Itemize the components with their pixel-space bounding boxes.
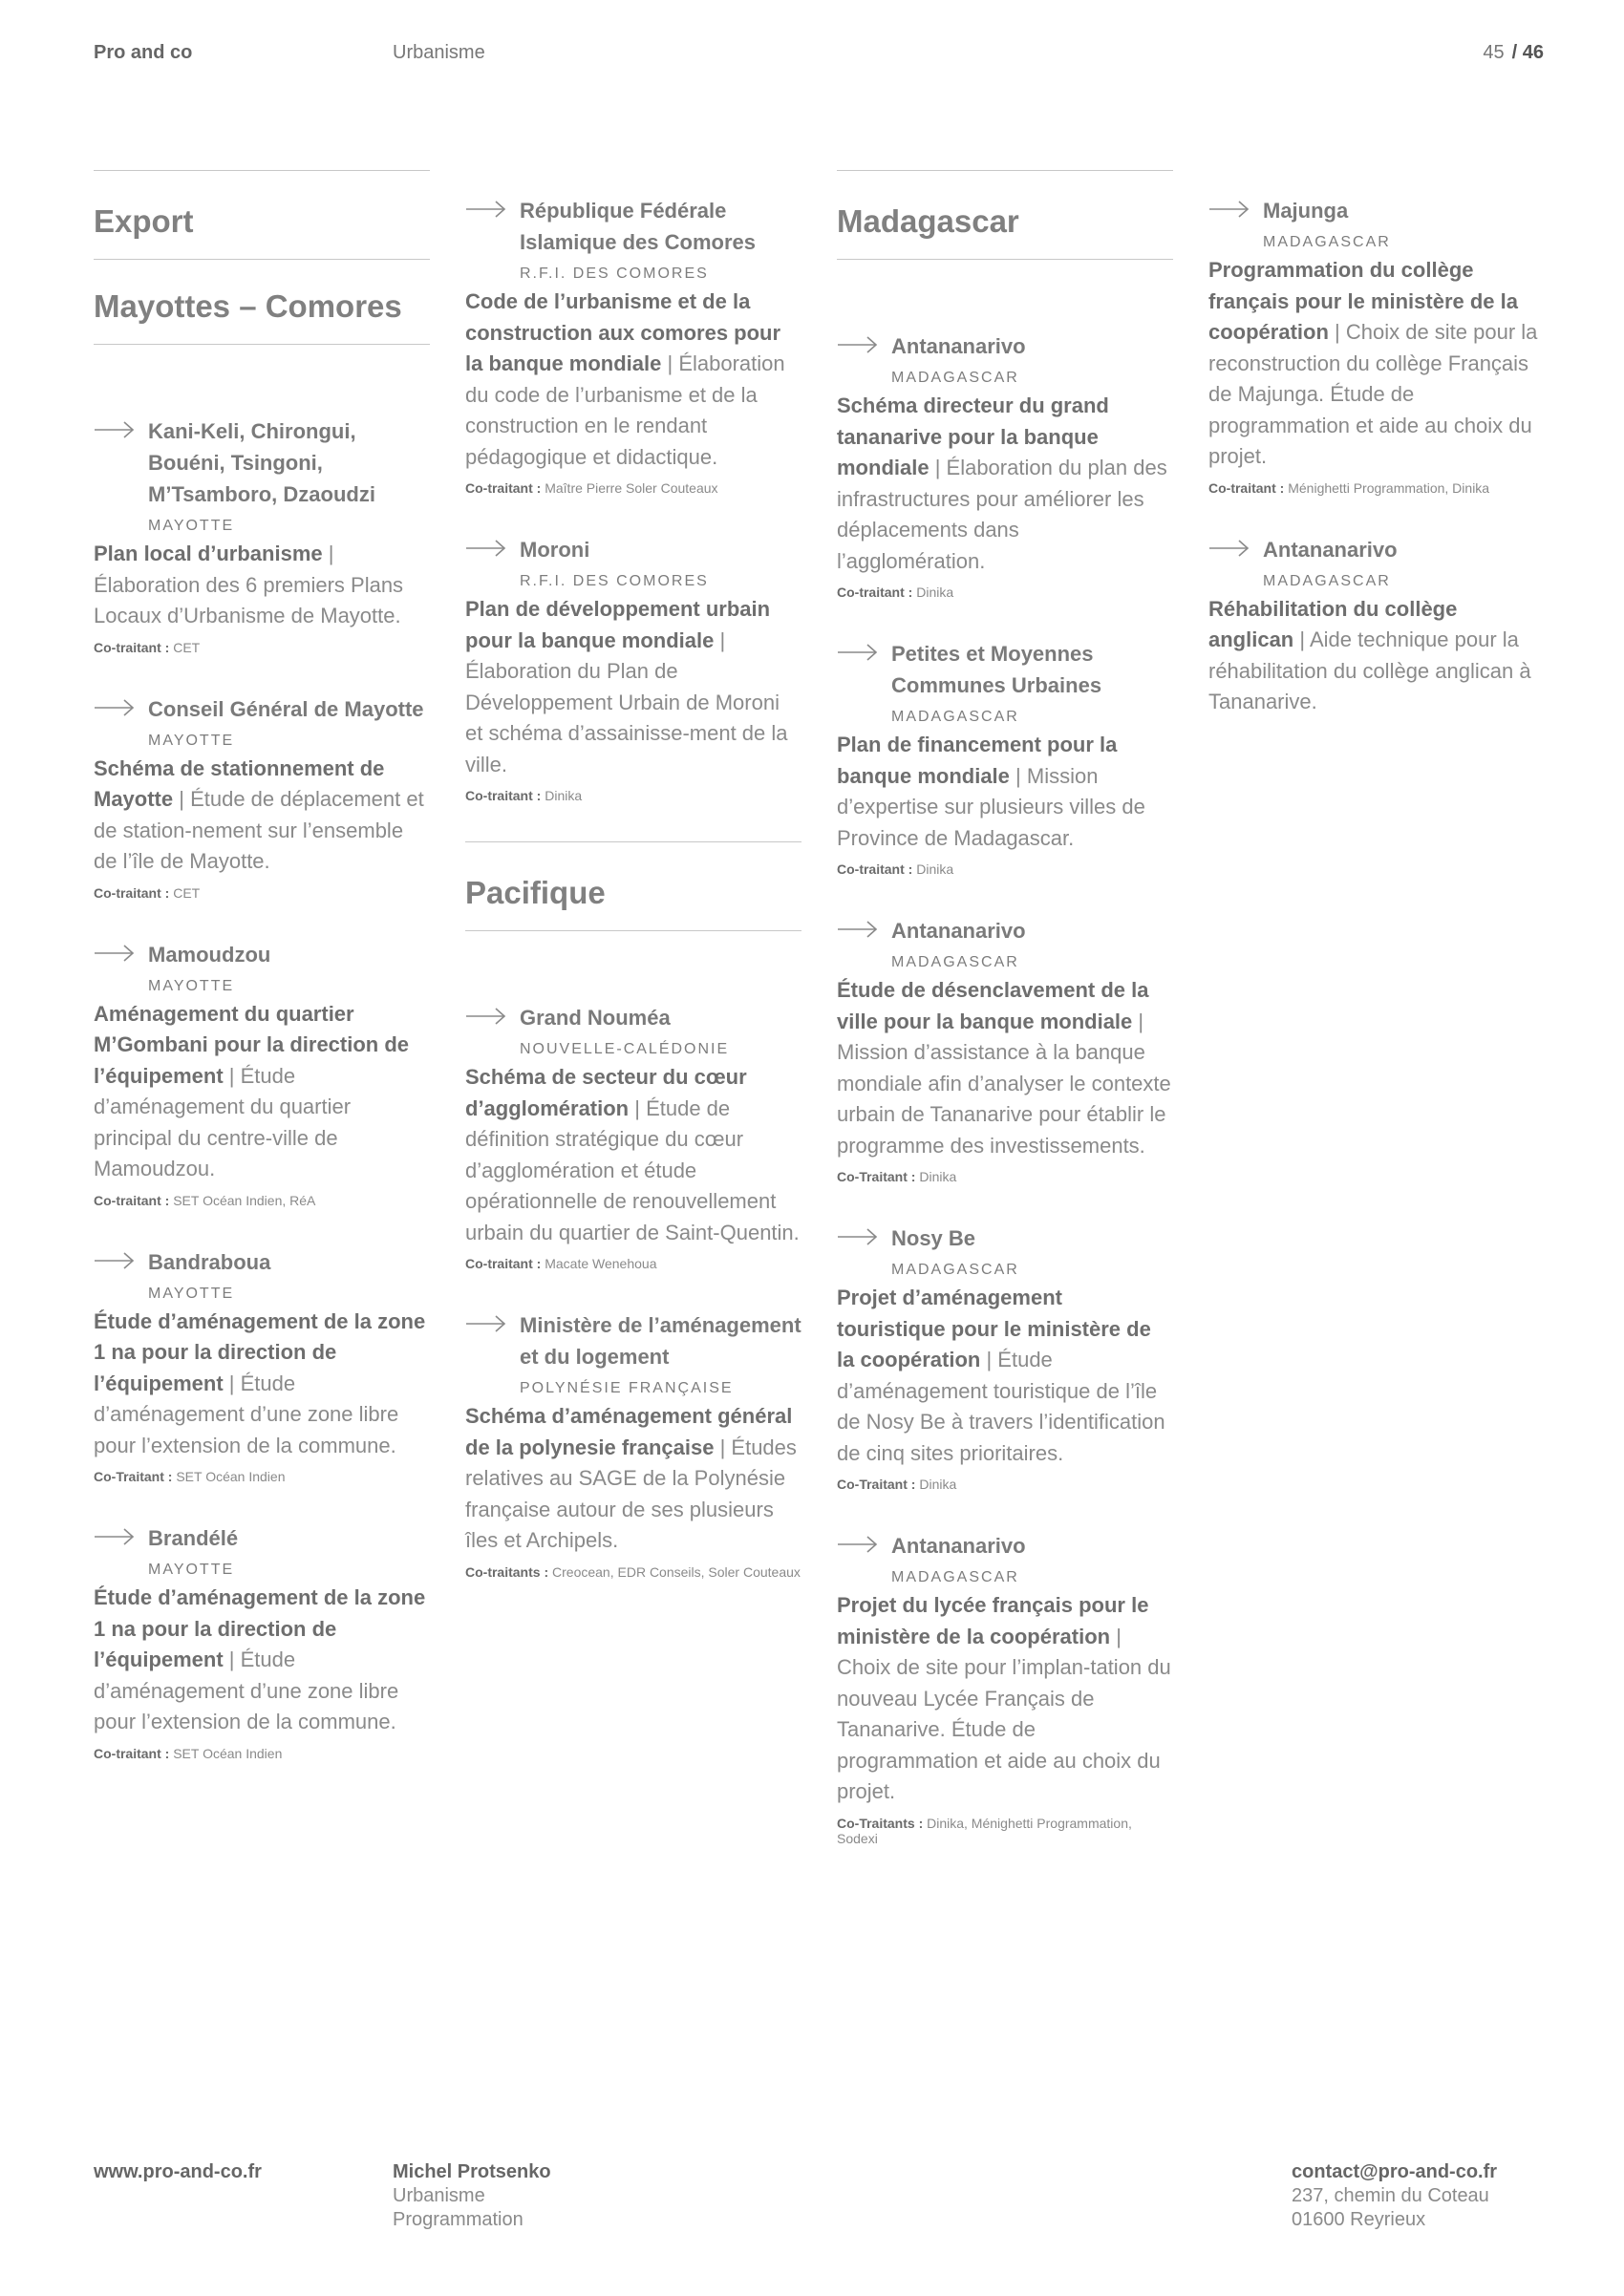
entry-heading [94,415,430,510]
co-contractor-names: Dinika [541,788,583,803]
project-detail: | Mission d’assistance à la banque mondiale afin d’analyser le contexte urbain de Tananarive pour établir le programme des investissements. [837,1009,1171,1158]
address-line-1: 237, chemin du Coteau [1292,2185,1489,2206]
project-detail: | Choix de site pour l’implan-tation du nouveau Lycée Français de Tananarive. Étude de programmation et aide au choix du projet. [837,1624,1171,1803]
footer-website [94,2160,262,2184]
co-contractor-names: Dinika [915,1169,957,1184]
co-contractor-names: SET Océan Indien, RéA [169,1192,316,1208]
project-entry [465,534,801,803]
person-role-2: Programmation [393,2209,524,2230]
entry-heading [465,1002,801,1033]
co-contractor-label: Co-traitant : [465,788,542,803]
co-contractor-names: Dinika [915,1477,957,1492]
co-contractor [837,1816,1173,1846]
project-region: POLYNÉSIE FRANÇAISE [520,1380,734,1396]
project-location: République Fédérale Islamique des Comores [520,199,756,254]
co-contractor-label: Co-traitant : [94,639,170,655]
project-location: Bandraboua [148,1249,271,1274]
co-contractor [94,640,430,655]
project-region: MADAGASCAR [891,1569,1019,1585]
arrow-right-icon [94,697,136,718]
project-region: MAYOTTE [148,1562,235,1578]
co-contractor [465,788,801,803]
co-contractor-names: Ménighetti Programmation, Dinika [1284,479,1490,496]
project-description [837,1283,1173,1469]
project-title: Projet du lycée français pour le ministère de la coopération [837,1593,1149,1648]
project-detail: | Choix de site pour la reconstruction du collège Français de Majunga. Étude de programmation et aide au choix du projet. [1208,320,1538,468]
project-entry [465,195,801,496]
project-description [837,975,1173,1161]
arrow-right-icon [837,1534,879,1555]
entry-heading [837,915,1173,946]
project-detail: | Élaboration du plan des infrastructures pour améliorer les déplacements dans l’agglomération. [837,456,1167,573]
project-title: Code de l’urbanisme et de la construction aux comores pour la banque mondiale [465,289,781,375]
co-contractor [837,1477,1173,1492]
project-title: Étude d’aménagement de la zone 1 na pour la direction de l’équipement [94,1308,426,1395]
project-location: Ministère de l’aménagement et du logement [520,1313,801,1369]
co-contractor [837,861,1173,877]
arrow-right-icon [1208,199,1250,220]
project-location: Grand Nouméa [520,1006,671,1030]
co-contractor-names: SET Océan Indien [172,1469,286,1484]
co-contractor-names: CET [169,639,201,655]
project-title: Plan de développement urbain pour la banque mondiale [465,597,771,652]
project-region: MADAGASCAR [1263,234,1391,250]
co-contractor-label: Co-Traitant : [837,1477,916,1492]
arrow-right-icon [837,642,879,663]
project-description [465,1062,801,1248]
project-entry [94,1246,430,1485]
project-detail: | Élaboration des 6 premiers Plans Locaux d’Urbanisme de Mayotte. [94,542,404,627]
project-detail: | Étude d’aménagement d’une zone libre pour l’extension de la commune. [94,1648,399,1733]
project-region: MADAGASCAR [891,954,1019,970]
person-role-1: Urbanisme [393,2185,485,2206]
co-contractor-label: Co-traitants : [465,1563,549,1580]
co-contractor [465,1564,801,1580]
co-contractor-names: Dinika [912,861,954,877]
project-entry [1208,534,1545,718]
co-contractor-label: Co-traitant : [94,1745,170,1761]
arrow-right-icon [837,334,879,355]
project-region: MAYOTTE [148,1285,235,1302]
entry-heading [94,939,430,970]
co-contractor [465,1256,801,1271]
contact-email[interactable]: contact@pro-and-co.fr [1292,2161,1498,2182]
project-region: MADAGASCAR [891,1262,1019,1278]
project-title: Schéma d’aménagement général de la polynesie française [465,1404,793,1459]
co-contractor [837,585,1173,600]
co-contractor-label: Co-traitant : [1208,479,1285,496]
project-location: Antananarivo [891,1534,1026,1558]
project-location: Moroni [520,538,590,562]
project-title: Schéma directeur du grand tananarive pour la banque mondiale [837,393,1109,479]
entry-heading [94,1522,430,1554]
co-contractor-label: Co-Traitants : [837,1815,924,1831]
project-title: Étude de désenclavement de la ville pour la banque mondiale [837,978,1149,1033]
project-location: Conseil Général de Mayotte [148,696,424,721]
arrow-right-icon [465,1006,507,1027]
co-contractor-names: Dinika [912,585,954,600]
footer-contact [1292,2160,1497,2232]
arrow-right-icon [1208,538,1250,559]
entry-heading [837,1222,1173,1254]
project-location: Nosy Be [891,1226,976,1250]
co-contractor-label: Co-Traitant : [837,1169,916,1184]
co-contractor [94,1746,430,1761]
project-description [837,730,1173,854]
project-title: Schéma de secteur du cœur d’agglomération [465,1065,747,1120]
entry-heading [465,195,801,258]
column-comores-pacifique [465,195,801,1618]
project-detail: | Étude d’aménagement d’une zone libre pour l’extension de la commune. [94,1371,399,1457]
project-entry [94,939,430,1208]
co-contractor-names: Maître Pierre Soler Couteaux [541,480,718,496]
total-pages: / 46 [1511,42,1544,63]
project-description [465,1401,801,1557]
project-region: MADAGASCAR [1263,572,1391,589]
project-description [465,287,801,473]
project-title: Projet d’aménagement touristique pour le ministère de la coopération [837,1286,1151,1371]
project-location: Antananarivo [1263,537,1398,562]
arrow-right-icon [94,943,136,964]
arrow-right-icon [94,1250,136,1271]
entry-heading [1208,534,1545,565]
co-contractor-names: SET Océan Indien [169,1745,283,1761]
project-title: Réhabilitation du collège anglican [1208,596,1458,651]
current-page: 45 [1483,42,1505,63]
entry-heading [1208,195,1545,226]
project-location: Mamoudzou [148,942,271,967]
project-region: MADAGASCAR [891,709,1019,725]
entry-heading [94,1246,430,1278]
project-region: R.F.I. DES COMORES [520,573,709,589]
co-contractor-label: Co-traitant : [465,1256,542,1271]
project-entry [465,1309,801,1580]
section-name: Urbanisme [393,42,485,63]
project-entry [94,1522,430,1761]
project-region: MAYOTTE [148,732,235,749]
project-entry [837,330,1173,600]
arrow-right-icon [465,199,507,220]
project-location: Majunga [1263,199,1349,223]
section-title-export: Export [94,170,430,260]
project-detail: | Étude d’aménagement touristique de l’île de Nosy Be à travers l’identification de cinq sites prioritaires. [837,1348,1165,1465]
project-entry [1208,195,1545,496]
project-entry [837,1222,1173,1492]
project-description [94,999,430,1185]
project-detail: | Étude de déplacement et de station-nement sur l’ensemble de l’île de Mayotte. [94,787,424,873]
project-detail: | Étude de définition stratégique du cœur d’agglomération et étude opérationnelle de renouvellement urbain du quartier de Saint-Quentin. [465,1095,800,1244]
project-detail: | Élaboration du code de l’urbanisme et de la construction en le rendant pédagogique et didactique. [465,351,785,469]
co-contractor-label: Co-traitant : [94,1192,170,1208]
co-contractor-names: CET [169,884,201,901]
arrow-right-icon [837,1226,879,1247]
co-contractor-label: Co-traitant : [837,861,913,877]
entry-heading [837,330,1173,362]
project-description [1208,255,1545,473]
co-contractor-label: Co-traitant : [94,884,170,901]
project-entry [837,1530,1173,1846]
project-description [94,754,430,878]
section-title-pacifique: Pacifique [465,841,801,931]
project-title: Plan local d’urbanisme [94,542,323,565]
project-description [94,1307,430,1462]
project-location: Antananarivo [891,334,1026,358]
co-contractor [94,1193,430,1208]
co-contractor [837,1169,1173,1184]
section-title-mayottes-comores: Mayottes – Comores [94,260,430,345]
project-title: Schéma de stationnement de Mayotte [94,755,385,811]
website-link[interactable]: www.pro-and-co.fr [94,2161,262,2182]
project-entry [837,915,1173,1184]
project-location: Petites et Moyennes Communes Urbaines [891,642,1102,697]
project-title: Aménagement du quartier M’Gombani pour la direction de l’équipement [94,1001,410,1088]
project-detail: | Étude d’aménagement du quartier principal du centre-ville de Mamoudzou. [94,1063,352,1180]
page-number [1483,42,1544,64]
project-detail: | Aide technique pour la réhabilitation du collège anglican à Tananarive. [1208,627,1531,713]
project-description [1208,594,1545,718]
project-entry [94,415,430,655]
brand-name: Pro and co [94,42,193,63]
column-madagascar-continued [1208,195,1545,756]
project-description [94,539,430,632]
project-entry [94,693,430,901]
project-location: Kani-Keli, Chirongui, Bouéni, Tsingoni, M’Tsamboro, Dzaoudzi [148,419,375,506]
project-description [465,594,801,780]
person-name: Michel Protsenko [393,2161,551,2182]
arrow-right-icon [94,1526,136,1547]
co-contractor-names: Macate Wenehoua [541,1256,657,1271]
project-region: MAYOTTE [148,518,235,534]
arrow-right-icon [465,538,507,559]
project-entry [837,638,1173,877]
project-entry [465,1002,801,1271]
address-line-2: 01600 Reyrieux [1292,2209,1426,2230]
arrow-right-icon [837,919,879,940]
co-contractor [94,1469,430,1484]
project-title: Plan de financement pour la banque mondiale [837,733,1118,788]
project-title: Étude d’aménagement de la zone 1 na pour la direction de l’équipement [94,1585,426,1671]
project-description [837,1590,1173,1808]
arrow-right-icon [94,419,136,440]
co-contractor [94,885,430,901]
project-detail: | Élaboration du Plan de Développement Urbain de Moroni et schéma d’assainisse-ment de la ville. [465,627,788,776]
entry-heading [94,693,430,725]
project-location: Antananarivo [891,919,1026,943]
project-region: MADAGASCAR [891,370,1019,386]
co-contractor-label: Co-traitant : [837,585,913,600]
entry-heading [837,638,1173,701]
entry-heading [837,1530,1173,1562]
co-contractor-label: Co-Traitant : [94,1469,173,1484]
project-description [94,1583,430,1738]
project-region: R.F.I. DES COMORES [520,266,709,282]
project-region: NOUVELLE-CALÉDONIE [520,1041,730,1057]
co-contractor [465,480,801,496]
column-madagascar [837,170,1173,1884]
arrow-right-icon [465,1313,507,1334]
column-export-mayotte [94,170,430,1799]
section-title-madagascar: Madagascar [837,170,1173,260]
project-location: Brandélé [148,1526,239,1550]
co-contractor-names: Creocean, EDR Conseils, Soler Couteaux [548,1563,801,1580]
entry-heading [465,534,801,565]
co-contractor-label: Co-traitant : [465,480,542,496]
project-description [837,391,1173,577]
entry-heading [465,1309,801,1372]
project-title: Programmation du collège français pour le ministère de la coopération [1208,258,1519,344]
co-contractor-names: Dinika, Ménighetti Programmation, Sodexi [837,1815,1132,1846]
co-contractor [1208,480,1545,496]
project-detail: | Mission d’expertise sur plusieurs villes de Province de Madagascar. [837,763,1145,850]
footer-person [393,2160,551,2232]
project-detail: | Études relatives au SAGE de la Polynésie française autour de ses plusieurs îles et Archipels. [465,1435,797,1552]
project-region: MAYOTTE [148,977,235,994]
